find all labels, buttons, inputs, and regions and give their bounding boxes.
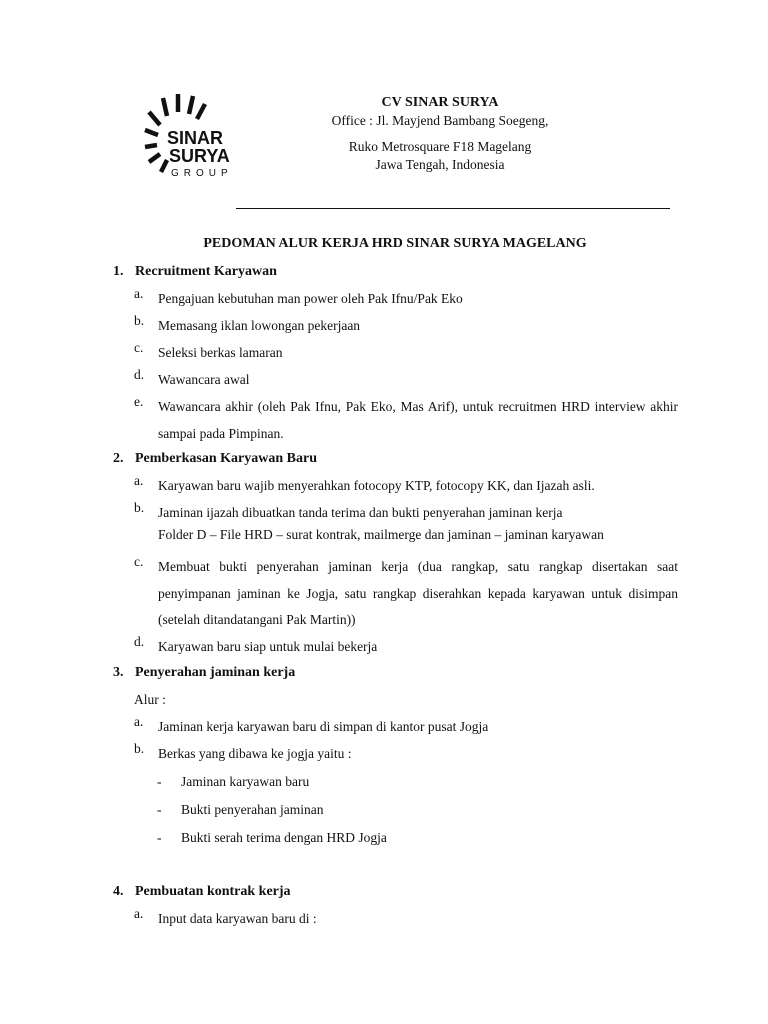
list-item: a. Jaminan kerja karyawan baru di simpan di kantor pusat Jogja <box>134 714 489 734</box>
list-item: a. Input data karyawan baru di : <box>134 906 317 926</box>
list-item: e. Wawancara akhir (oleh Pak Ifnu, Pak Eko, Mas Arif), untuk recruitmen HRD interview akhir sampai pada Pimpinan. <box>134 394 678 441</box>
list-item: d. Karyawan baru siap untuk mulai bekerja <box>134 634 378 654</box>
list-item: c. Seleksi berkas lamaran <box>134 340 283 360</box>
svg-text:GROUP: GROUP <box>171 168 233 179</box>
list-item: b. Jaminan ijazah dibuatkan tanda terima dan bukti penyerahan jaminan kerja <box>134 500 563 520</box>
section-heading-1: 1. Recruitment Karyawan <box>113 264 277 279</box>
folder-path-note: Folder D – File HRD – surat kontrak, mailmerge dan jaminan – jaminan karyawan <box>158 527 604 542</box>
section-heading-4: 4. Pembuatan kontrak kerja <box>113 884 291 899</box>
svg-text:SURYA: SURYA <box>169 146 230 166</box>
list-item: a. Pengajuan kebutuhan man power oleh Pak Ifnu/Pak Eko <box>134 286 463 306</box>
list-item: b. Berkas yang dibawa ke jogja yaitu : <box>134 741 352 761</box>
section-heading-3: 3. Penyerahan jaminan kerja <box>113 665 296 680</box>
section-heading-2: 2. Pemberkasan Karyawan Baru <box>113 451 317 466</box>
bullet-item: - Bukti serah terima dengan HRD Jogja <box>157 830 387 845</box>
address-line-1: Ruko Metrosquare F18 Magelang <box>348 139 532 154</box>
bullet-item: - Bukti penyerahan jaminan <box>157 802 324 817</box>
svg-text:SINAR: SINAR <box>167 128 224 148</box>
sun-logo-icon <box>143 92 241 180</box>
company-info <box>290 94 590 174</box>
office-line: Office : Jl. Mayjend Bambang Soegeng, <box>331 113 549 128</box>
company-logo <box>143 92 241 180</box>
list-item: c. Membuat bukti penyerahan jaminan kerja (dua rangkap, satu rangkap disertakan saat penyimpanan jaminan ke Jogja, satu rangkap diserahkan kepada karyawan untuk disimpan (setelah ditandatangani Pak Martin)) <box>134 554 678 627</box>
header-divider <box>236 208 670 209</box>
company-name: CV SINAR SURYA <box>381 95 499 110</box>
list-item: d. Wawancara awal <box>134 367 250 387</box>
bullet-item: - Jaminan karyawan baru <box>157 774 310 789</box>
list-item: b. Memasang iklan lowongan pekerjaan <box>134 313 361 333</box>
flow-intro: Alur : <box>134 692 166 707</box>
document-title: PEDOMAN ALUR KERJA HRD SINAR SURYA MAGELANG <box>203 236 587 251</box>
address-line-2: Jawa Tengah, Indonesia <box>375 157 505 172</box>
list-item: a. Karyawan baru wajib menyerahkan fotocopy KTP, fotocopy KK, dan Ijazah asli. <box>134 473 595 493</box>
